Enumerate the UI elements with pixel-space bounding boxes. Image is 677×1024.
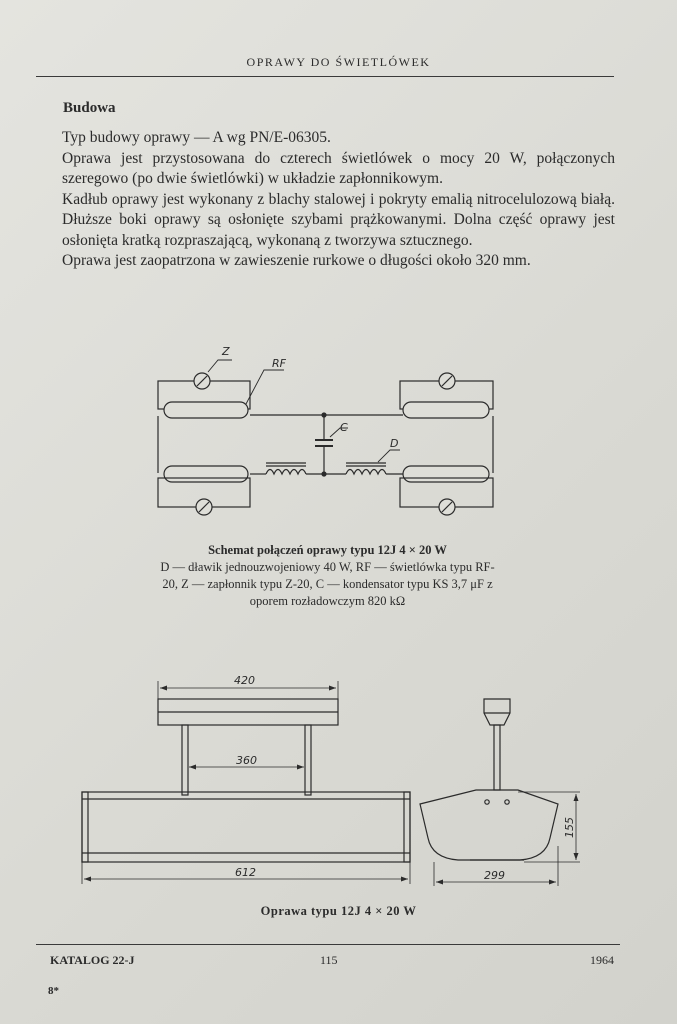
- footer-year: 1964: [590, 953, 614, 967]
- schematic-caption: [160, 542, 495, 610]
- signature-mark: 8*: [48, 985, 59, 997]
- paragraph-4: Oprawa jest zaopatrzona w zawieszenie rurkowe o długości około 320 mm.: [62, 252, 531, 269]
- choke-d-right: [346, 470, 386, 475]
- running-head: OPRAWY DO ŚWIETLÓWEK: [246, 55, 431, 69]
- dim-length: 612: [235, 866, 256, 879]
- paragraph-3: Kadłub oprawy jest wykonany z blachy stalowej i pokryty emalią nitrocelulozową białą. Dłuższe boki oprawy są osłonięte szybami prążkowanymi. Dolna część oprawy jest osłonięta kratką rozpraszającą, wykonaną z tworzywa sztucznego.: [62, 190, 615, 249]
- label-d: D: [390, 437, 399, 450]
- front-view-drawing: [82, 681, 410, 884]
- label-rf: RF: [272, 357, 286, 370]
- tube-rf-bottom-left: [164, 466, 248, 482]
- schematic-caption-title: Schemat połączeń oprawy typu 12J 4 × 20 W: [208, 543, 447, 557]
- label-z: Z: [222, 345, 230, 358]
- drawing-caption: Oprawa typu 12J 4 × 20 W: [260, 904, 417, 918]
- label-c: C: [340, 421, 348, 434]
- schematic-caption-body: D — dławik jednouzwojeniowy 40 W, RF — świetlówka typu RF-20, Z — zapłonnik typu Z-20, C — kondensator typu KS 3,7 μF z oporem rozładowczym 820 kΩ: [160, 560, 495, 608]
- dim-rod-spacing: 360: [236, 754, 257, 767]
- tube-rf-top-left: [164, 402, 248, 418]
- paragraph-1: Typ budowy oprawy — A wg PN/E-06305.: [62, 129, 331, 146]
- paragraph-2: Oprawa jest przystosowana do czterech świetlówek o mocy 20 W, połączonych szeregowo (po dwie świetlówki) w układzie zapłonnikowym.: [62, 149, 615, 187]
- side-view-drawing: [420, 699, 580, 886]
- dim-width: 299: [484, 869, 505, 882]
- wiring-schematic: [158, 360, 493, 515]
- footer-catalog: KATALOG 22-J: [50, 953, 135, 967]
- tube-rf-bottom-right: [403, 466, 489, 482]
- footer-page-number: 115: [320, 953, 338, 967]
- footer-rule: [36, 944, 620, 945]
- dim-top-width: 420: [234, 674, 255, 687]
- dim-height: 155: [563, 817, 576, 838]
- section-title: Budowa: [63, 100, 116, 116]
- tube-rf-top-right: [403, 402, 489, 418]
- choke-d-left: [266, 470, 306, 475]
